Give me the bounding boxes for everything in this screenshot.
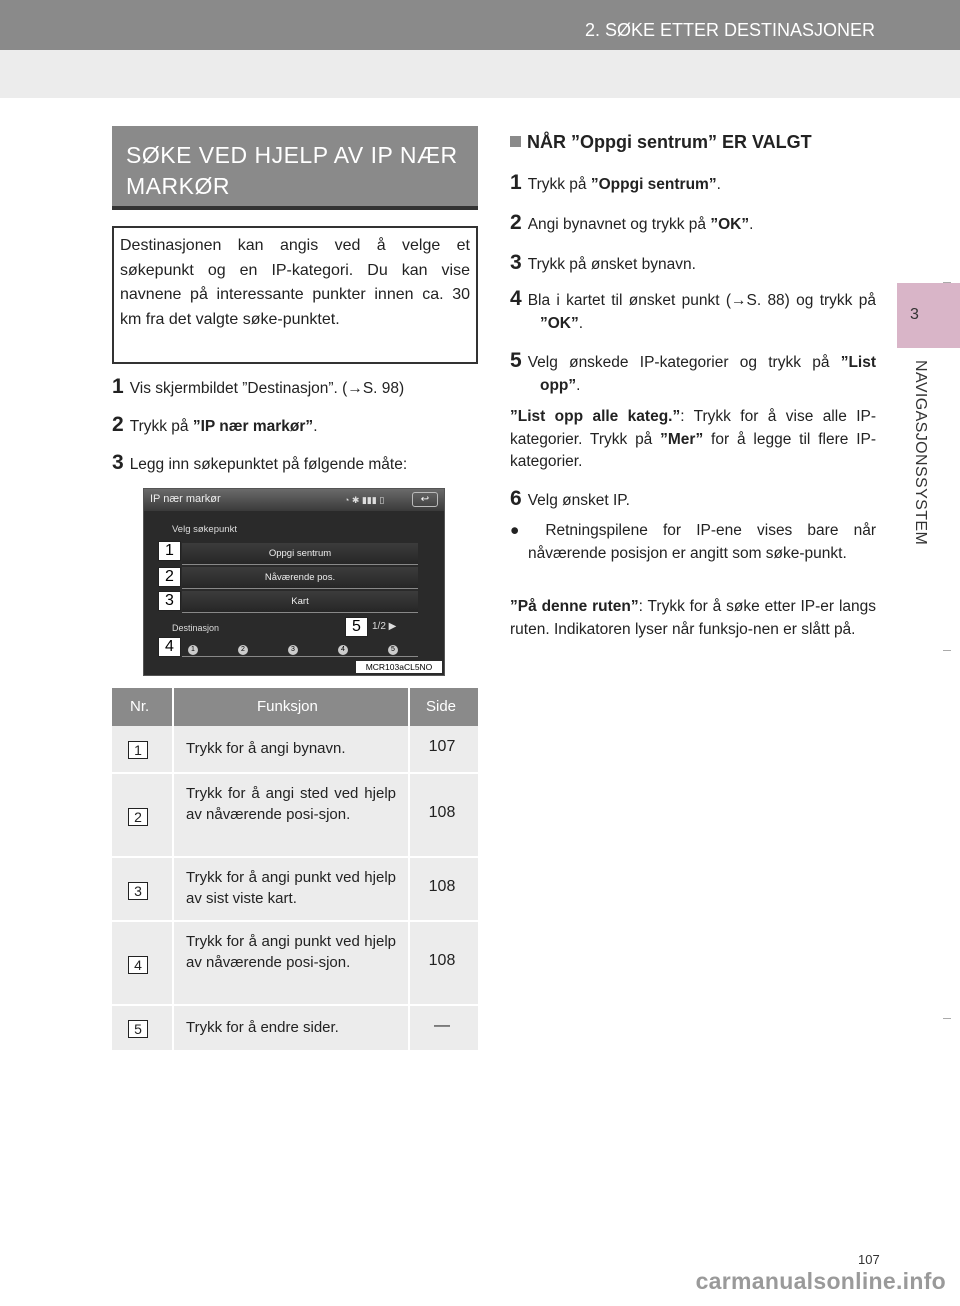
step-number: 3 xyxy=(510,251,522,274)
step-number: 4 xyxy=(510,287,522,310)
step-number: 2 xyxy=(112,413,124,436)
column-divider xyxy=(172,688,174,1052)
margin-mark xyxy=(943,650,951,651)
page-number: 107 xyxy=(858,1252,880,1267)
section-title: SØKE VED HJELP AV IP NÆR MARKØR xyxy=(126,142,458,199)
row-function: Trykk for å angi sted ved hjelp av nåværende posi-sjon. xyxy=(186,785,396,823)
table-row xyxy=(112,726,478,774)
callout-2: 2 xyxy=(158,567,181,587)
step-bold: ”Oppgi sentrum” xyxy=(590,176,717,193)
list-all-text: : Trykk for å vise alle IP-kategorier. Trykk på xyxy=(510,408,876,448)
route-term: ”På denne ruten” xyxy=(510,598,639,615)
row-function: Trykk for å angi punkt ved hjelp av sist viste kart. xyxy=(186,869,396,907)
section-heading xyxy=(112,126,478,210)
screen-row-current: Nåværende pos. xyxy=(182,567,418,589)
status-icons: ◔ ✱ ▮▮▮ ▯ xyxy=(344,495,385,505)
step-bold: ”List opp” xyxy=(540,354,876,394)
col-header-function: Funksjon xyxy=(257,698,318,715)
memory-dot: 3 xyxy=(288,645,298,655)
step-bold: ”OK” xyxy=(540,314,579,332)
step-number: 1 xyxy=(510,171,522,194)
intro-box: Destinasjonen kan angis ved å velge et søkepunkt og en IP-kategori. Du kan vise navnene på interessante punkter innen ca. 30 km fra det valgte søke-punktet. xyxy=(112,226,478,364)
square-bullet-icon xyxy=(510,136,521,147)
watermark: carmanualsonline.info xyxy=(695,1268,946,1294)
memory-dot: 2 xyxy=(238,645,248,655)
col-header-page: Side xyxy=(426,698,457,715)
step-bold: ”OK” xyxy=(710,216,750,233)
screen-page-indicator: 1/2 ▶ xyxy=(372,621,397,632)
bullet-dot-icon: ● xyxy=(510,522,546,539)
margin-mark xyxy=(943,1018,951,1019)
chapter-side-label xyxy=(897,360,943,620)
list-all-paragraph xyxy=(510,406,876,474)
table-row xyxy=(112,922,478,1006)
row-number: 2 xyxy=(128,808,148,826)
step-text-end: . xyxy=(313,418,318,435)
step-text-end: . xyxy=(716,176,721,193)
right-step-4 xyxy=(510,288,876,335)
row-page: 108 xyxy=(428,804,456,821)
right-step-6 xyxy=(510,488,876,513)
route-paragraph xyxy=(510,596,876,641)
step-number: 5 xyxy=(510,349,522,372)
screen-memory-buttons xyxy=(182,643,418,657)
table-header xyxy=(112,688,478,726)
screen-subtitle: Velg søkepunkt xyxy=(172,524,237,535)
step-text-end: . xyxy=(578,314,584,332)
row-number: 5 xyxy=(128,1020,148,1038)
header-bar xyxy=(0,0,960,50)
row-function: Trykk for å angi bynavn. xyxy=(186,740,346,757)
more-text: for å legge til flere IP-kategorier. xyxy=(510,430,876,470)
figure-code: MCR103aCL5NO xyxy=(356,661,442,673)
step-number: 2 xyxy=(510,211,522,234)
step-text: Trykk på xyxy=(527,176,591,193)
step-text-end: . xyxy=(749,216,754,233)
callout-4: 4 xyxy=(158,637,181,657)
margin-mark xyxy=(943,282,951,283)
step-text: Velg ønsket IP. xyxy=(527,492,630,509)
step-number: 3 xyxy=(112,451,124,474)
header-band xyxy=(0,50,960,98)
step-bold: ”IP nær markør” xyxy=(192,418,314,435)
row-number: 4 xyxy=(128,956,148,974)
col-header-nr: Nr. xyxy=(130,698,150,715)
row-page: 108 xyxy=(428,952,456,969)
left-step-1 xyxy=(112,376,404,400)
table-row xyxy=(112,1006,478,1052)
step-number: 6 xyxy=(510,487,522,510)
step-text: Trykk på xyxy=(129,418,193,435)
memory-dot: 5 xyxy=(388,645,398,655)
row-function: Trykk for å endre sider. xyxy=(186,1019,339,1036)
callout-5: 5 xyxy=(345,617,368,637)
chapter-side-label-text: NAVIGASJONSSYSTEM xyxy=(912,360,929,546)
screen-row-city: Oppgi sentrum xyxy=(182,543,418,565)
callout-3: 3 xyxy=(158,591,181,611)
step-text: Velg ønskede IP-kategorier og trykk på xyxy=(527,354,841,371)
callout-1: 1 xyxy=(158,541,181,561)
chapter-number: 3 xyxy=(910,306,919,323)
right-step-5 xyxy=(510,350,876,397)
step-number: 1 xyxy=(112,375,124,398)
right-step-3 xyxy=(510,252,876,277)
back-icon: ↩ xyxy=(412,492,438,507)
list-all-term: ”List opp alle kateg.” xyxy=(510,408,681,425)
screen-row-map: Kart xyxy=(182,591,418,613)
memory-dot: 4 xyxy=(338,645,348,655)
row-number: 1 xyxy=(128,741,148,759)
left-step-3 xyxy=(112,452,407,476)
step-text: Vis skjermbildet ”Destinasjon”. (→S. 98) xyxy=(129,380,405,397)
right-step-1 xyxy=(510,172,876,197)
step-text-end: . xyxy=(576,376,581,394)
row-page: 108 xyxy=(428,878,456,895)
right-step-2 xyxy=(510,212,876,237)
row-function: Trykk for å angi punkt ved hjelp av nåværende posi-sjon. xyxy=(186,933,396,971)
step-text: Trykk på ønsket bynavn. xyxy=(527,256,696,273)
right-subheading xyxy=(510,132,812,153)
table-row xyxy=(112,774,478,858)
step-text: Angi bynavnet og trykk på xyxy=(527,216,711,233)
chapter-title: 2. SØKE ETTER DESTINASJONER xyxy=(584,20,875,40)
row-page: — xyxy=(434,1017,450,1034)
screen-title: IP nær markør xyxy=(150,493,221,505)
memory-dot: 1 xyxy=(188,645,198,655)
column-divider xyxy=(408,688,410,1052)
left-step-2 xyxy=(112,414,318,438)
step-text: Legg inn søkepunktet på følgende måte: xyxy=(129,456,408,473)
more-term: ”Mer” xyxy=(660,430,704,448)
row-number: 3 xyxy=(128,882,148,900)
screen-illustration xyxy=(143,488,445,676)
row-page: 107 xyxy=(428,738,456,755)
bullet-text: Retningspilene for IP-ene vises bare når nåværende posisjon er angitt som søke-punkt. xyxy=(528,522,876,562)
note-bullet xyxy=(510,520,876,565)
right-subheading-text: NÅR ”Oppgi sentrum” ER VALGT xyxy=(527,132,812,152)
table-row xyxy=(112,858,478,922)
chapter-tab xyxy=(897,283,960,348)
screen-destination-label: Destinasjon xyxy=(172,623,220,633)
route-text: : Trykk for å søke etter IP-er langs ruten. Indikatoren lyser når funksjo-nen er slått på. xyxy=(510,598,877,638)
screen-title-bar xyxy=(144,489,444,511)
step-text: Bla i kartet til ønsket punkt (→S. 88) og trykk på xyxy=(527,292,876,309)
